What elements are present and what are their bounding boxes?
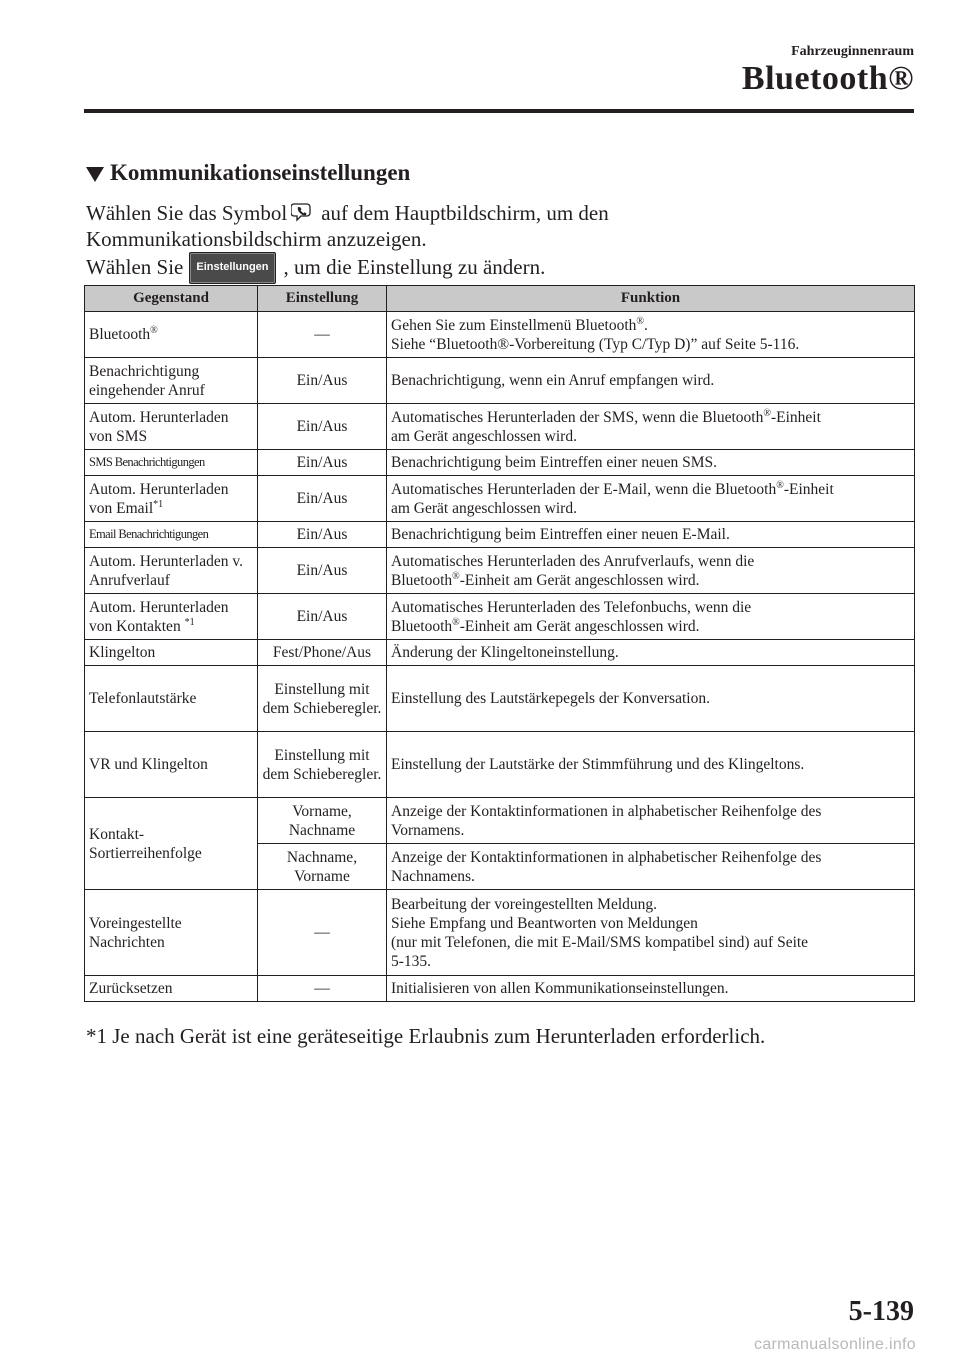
setting-cell: Ein/Aus — [258, 594, 387, 640]
setting-cell: Vorname, Nachname — [258, 798, 387, 844]
item-cell: Benachrichtigung eingehender Anruf — [85, 358, 258, 404]
item-cell: SMS Benachrichtigungen — [85, 450, 258, 476]
setting-cell: Ein/Aus — [258, 450, 387, 476]
function-cell: Bearbeitung der voreingestellten Meldung. Siehe Empfang und Beantworten von Meldungen (nur mit Telefonen, die mit E-Mail/SMS kompatibel sind) auf Seite 5-135. — [387, 890, 915, 976]
col-header-function: Funktion — [387, 286, 915, 312]
section-title — [86, 160, 410, 186]
header-chapter: Bluetooth® — [741, 60, 914, 97]
triangle-down-icon — [86, 167, 104, 182]
intro-line-1-pre: Wählen Sie das Symbol — [86, 201, 288, 225]
watermark: carmanualsonline.info — [754, 1336, 916, 1353]
table-row — [85, 666, 915, 732]
header-section: Fahrzeuginnenraum — [791, 44, 914, 59]
table-row — [85, 450, 915, 476]
setting-cell: — — [258, 890, 387, 976]
setting-cell: Ein/Aus — [258, 358, 387, 404]
setting-cell: Fest/Phone/Aus — [258, 640, 387, 666]
item-cell: Kontakt-Sortierreihenfolge — [85, 798, 258, 890]
setting-cell: Ein/Aus — [258, 548, 387, 594]
header-rule — [84, 109, 914, 113]
intro-line-3 — [86, 252, 886, 284]
item-cell: Klingelton — [85, 640, 258, 666]
function-cell: Initialisieren von allen Kommunikationseinstellungen. — [387, 976, 915, 1002]
function-cell: Automatisches Herunterladen des Anrufverlaufs, wenn die Bluetooth®-Einheit am Gerät angeschlossen wird. — [387, 548, 915, 594]
settings-table — [84, 285, 915, 1002]
table-row — [85, 312, 915, 358]
table-row — [85, 548, 915, 594]
table-row — [85, 404, 915, 450]
setting-cell: Einstellung mit dem Schieberegler. — [258, 732, 387, 798]
item-cell: Voreingestellte Nachrichten — [85, 890, 258, 976]
table-header-row — [85, 286, 915, 312]
setting-cell: Ein/Aus — [258, 522, 387, 548]
item-cell: Telefonlautstärke — [85, 666, 258, 732]
setting-cell: — — [258, 976, 387, 1002]
function-cell: Änderung der Klingeltoneinstellung. — [387, 640, 915, 666]
function-cell: Benachrichtigung beim Eintreffen einer neuen E-Mail. — [387, 522, 915, 548]
item-cell: Email Benachrichtigungen — [85, 522, 258, 548]
item-cell: Autom. Herunterladen von SMS — [85, 404, 258, 450]
function-cell: Automatisches Herunterladen des Telefonbuchs, wenn die Bluetooth®-Einheit am Gerät angeschlossen wird. — [387, 594, 915, 640]
item-cell: Autom. Herunterladen von Kontakten $^{*1}$ — [85, 594, 258, 640]
phone-chat-icon — [291, 201, 315, 223]
intro-line-3-post: , um die Einstellung zu ändern. — [283, 255, 546, 279]
setting-cell: Ein/Aus — [258, 476, 387, 522]
intro-line-1 — [86, 200, 886, 226]
setting-cell: Ein/Aus — [258, 404, 387, 450]
section-title-text: Kommunikationseinstellungen — [110, 160, 411, 185]
setting-cell: — — [258, 312, 387, 358]
setting-cell: Nachname, Vorname — [258, 844, 387, 890]
table-row — [85, 890, 915, 976]
intro-line-1-post: auf dem Hauptbildschirm, um den — [321, 201, 609, 225]
item-cell: Bluetooth® — [85, 312, 258, 358]
table-row — [85, 976, 915, 1002]
table-row — [85, 640, 915, 666]
table-row — [85, 798, 915, 844]
function-cell: Anzeige der Kontaktinformationen in alphabetischer Reihenfolge des Vornamens. — [387, 798, 915, 844]
function-cell: Anzeige der Kontaktinformationen in alphabetischer Reihenfolge des Nachnamens. — [387, 844, 915, 890]
item-cell: VR und Klingelton — [85, 732, 258, 798]
intro-text — [86, 200, 886, 284]
table-row — [85, 732, 915, 798]
table-row — [85, 358, 915, 404]
footnote: *1 Je nach Gerät ist eine geräteseitige Erlaubnis zum Herunterladen erforderlich. — [86, 1024, 766, 1048]
intro-line-3-pre: Wählen Sie — [86, 255, 184, 279]
table-row — [85, 594, 915, 640]
function-cell: Automatisches Herunterladen der SMS, wenn die Bluetooth®-Einheit am Gerät angeschlossen wird. — [387, 404, 915, 450]
einstellungen-button-label: Einstellungen — [189, 252, 275, 284]
page-number: 5-139 — [848, 1296, 914, 1327]
intro-line-2: Kommunikationsbildschirm anzuzeigen. — [86, 227, 427, 251]
function-cell: Gehen Sie zum Einstellmenü Bluetooth®. Siehe “Bluetooth®-Vorbereitung (Typ C/Typ D)” auf Seite 5-116. — [387, 312, 915, 358]
function-cell: Einstellung des Lautstärkepegels der Konversation. — [387, 666, 915, 732]
setting-cell: Einstellung mit dem Schieberegler. — [258, 666, 387, 732]
function-cell: Benachrichtigung beim Eintreffen einer neuen SMS. — [387, 450, 915, 476]
col-header-setting: Einstellung — [258, 286, 387, 312]
item-cell: Autom. Herunterladen v. Anrufverlauf — [85, 548, 258, 594]
function-cell: Einstellung der Lautstärke der Stimmführung und des Klingeltons. — [387, 732, 915, 798]
table-row — [85, 522, 915, 548]
function-cell: Automatisches Herunterladen der E-Mail, wenn die Bluetooth®-Einheit am Gerät angeschlossen wird. — [387, 476, 915, 522]
col-header-item: Gegenstand — [85, 286, 258, 312]
item-cell: Autom. Herunterladen von Email$^{*1}$ — [85, 476, 258, 522]
item-cell: Zurücksetzen — [85, 976, 258, 1002]
function-cell: Benachrichtigung, wenn ein Anruf empfangen wird. — [387, 358, 915, 404]
table-row — [85, 476, 915, 522]
